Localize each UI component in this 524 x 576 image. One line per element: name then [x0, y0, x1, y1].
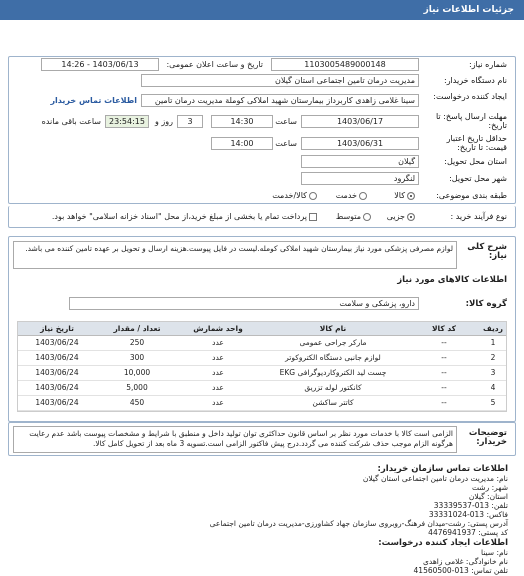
page-title: جزئیات اطلاعات نیاز — [423, 5, 514, 15]
table-row: 4 -- کانکتور لوله تزریق عدد 5,000 1403/06/24 — [18, 380, 506, 395]
validity-time-label: ساعت — [275, 139, 297, 148]
goods-panel — [8, 236, 516, 422]
contact-panel — [8, 460, 516, 574]
contact-phone: تلفن: 013-33339537 — [433, 501, 508, 510]
checkbox-icon — [309, 213, 317, 221]
buyer-contact-link[interactable]: اطلاعات تماس خریدار — [50, 96, 137, 105]
need-info-panel — [8, 56, 516, 204]
creator-title: اطلاعات ایجاد کننده درخواست: — [378, 538, 508, 548]
province-label: استان محل تحویل: — [444, 157, 507, 166]
table-row: 3 -- چست لید الکتروکاردیوگرافی EKG عدد 10,000 1403/06/24 — [18, 365, 506, 380]
radio-icon — [359, 192, 367, 200]
creator-first-name: نام: سینا — [480, 548, 508, 557]
radio-icon — [407, 192, 415, 200]
category-label: طبقه بندی موضوعی: — [436, 191, 507, 200]
contact-province: استان: گیلان — [468, 492, 508, 501]
category-option-service[interactable]: خدمت — [336, 191, 367, 200]
buyer-notes-label: توضیحات خریدار: — [468, 428, 507, 447]
reply-time-label: ساعت — [275, 117, 297, 126]
buyer-field: مدیریت درمان تامین اجتماعی استان گیلان — [141, 74, 419, 87]
category-option-goods[interactable]: کالا — [394, 191, 415, 200]
goods-group-label: گروه کالا: — [465, 299, 507, 309]
buyer-notes-box: الزامی است کالا با خدمات مورد نظر بر اساس قانون حداکثری توان تولید داخل و منطبق با شرایط و مشخصات پیوست باشد عدم رعایت هرگونه الزام موجب حذف شرکت کننده می گردد.درج پیش فاکتور الزامی است.تسویه 3 ماه بعد از تحویل کامل کالا. — [13, 426, 457, 453]
goods-table — [17, 321, 507, 412]
col-unit: واحد شمارش — [178, 322, 258, 335]
col-name: نام کالا — [258, 322, 408, 335]
contact-address: آدرس پستی: رشت-میدان فرهنگ-روبروی سازمان جهاد کشاورزی-مدیریت درمان تامین اجتماعی — [209, 519, 508, 528]
days-label: روز و — [155, 117, 173, 126]
validity-label: حداقل تاریخ اعتبار قیمت: تا تاریخ: — [446, 134, 507, 152]
contact-city: شهر: رشت — [471, 483, 508, 492]
countdown-field: 23:54:15 — [105, 115, 149, 128]
process-option-minor[interactable]: جزیی — [387, 212, 415, 221]
validity-date-field: 1403/06/31 — [301, 137, 419, 150]
contact-postal-code: کد پستی: 4476941937 — [428, 528, 508, 537]
col-code: کد کالا — [408, 322, 480, 335]
category-option-both[interactable]: کالا/خدمت — [272, 191, 317, 200]
process-option-medium[interactable]: متوسط — [336, 212, 371, 221]
buyer-label: نام دستگاه خریدار: — [444, 76, 507, 85]
radio-icon — [407, 213, 415, 221]
announce-label: تاریخ و ساعت اعلان عمومی: — [166, 60, 263, 69]
city-label: شهر محل تحویل: — [449, 174, 507, 183]
creator-field: سینا غلامی زاهدی کاربرداز بیمارستان شهید املاکی کوملة مدیریت درمان تامین — [141, 94, 419, 107]
need-number-field: 1103005489000148 — [271, 58, 419, 71]
buyer-notes-panel — [8, 422, 516, 456]
radio-icon — [363, 213, 371, 221]
process-label: نوع فرآیند خرید : — [450, 212, 507, 221]
table-row: 2 -- لوازم جانبی دستگاه الکتروکوتر عدد 300 1403/06/24 — [18, 350, 506, 365]
validity-time-field: 14:00 — [211, 137, 273, 150]
col-date: تاریخ نیاز — [18, 322, 96, 335]
creator-phone: تلفن تماس: 013-41560500 — [413, 566, 508, 575]
reply-deadline-label: مهلت ارسال پاسخ: تا تاریخ: — [435, 112, 507, 130]
remaining-label: ساعت باقی مانده — [41, 117, 101, 126]
city-field: لنگرود — [301, 172, 419, 185]
province-field: گیلان — [301, 155, 419, 168]
contact-title: اطلاعات تماس سازمان خریدار: — [377, 464, 508, 474]
col-qty: تعداد / مقدار — [96, 322, 178, 335]
contact-name: نام: مدیریت درمان تامین اجتماعی استان گیلان — [362, 474, 508, 483]
process-panel — [8, 206, 516, 228]
announce-field: 1403/06/13 - 14:26 — [41, 58, 159, 71]
table-row: 5 -- کاتتر ساکشن عدد 450 1403/06/24 — [18, 395, 506, 410]
contact-fax: فاکس: 013-33331024 — [428, 510, 508, 519]
radio-icon — [309, 192, 317, 200]
goods-group-field: دارو، پزشکی و سلامت — [69, 297, 419, 310]
page-header — [0, 0, 524, 20]
description-box: لوازم مصرفی پزشکی مورد نیاز بیمارستان شهید املاکی کومله.لیست در فایل پیوست.هزینه ارسال و تحویل بر عهده تامین کننده می باشد. — [13, 241, 457, 269]
days-field: 3 — [177, 115, 203, 128]
treasury-payment-checkbox[interactable]: پرداخت تمام یا بخشی از مبلغ خرید،از محل "اسناد خزانه اسلامی" خواهد بود. — [52, 212, 317, 221]
creator-last-name: نام خانوادگی: غلامی زاهدی — [423, 557, 508, 566]
goods-section-title: اطلاعات کالاهای مورد نیاز — [397, 275, 507, 285]
reply-time-field: 14:30 — [211, 115, 273, 128]
reply-date-field: 1403/06/17 — [301, 115, 419, 128]
creator-label: ایجاد کننده درخواست: — [433, 92, 507, 101]
table-row: 1 -- مارکر جراحی عمومی عدد 250 1403/06/24 — [18, 335, 506, 350]
col-index: ردیف — [480, 322, 506, 335]
description-label: شرح کلی نیاز: — [467, 242, 507, 261]
need-number-label: شماره نیاز: — [469, 60, 507, 69]
